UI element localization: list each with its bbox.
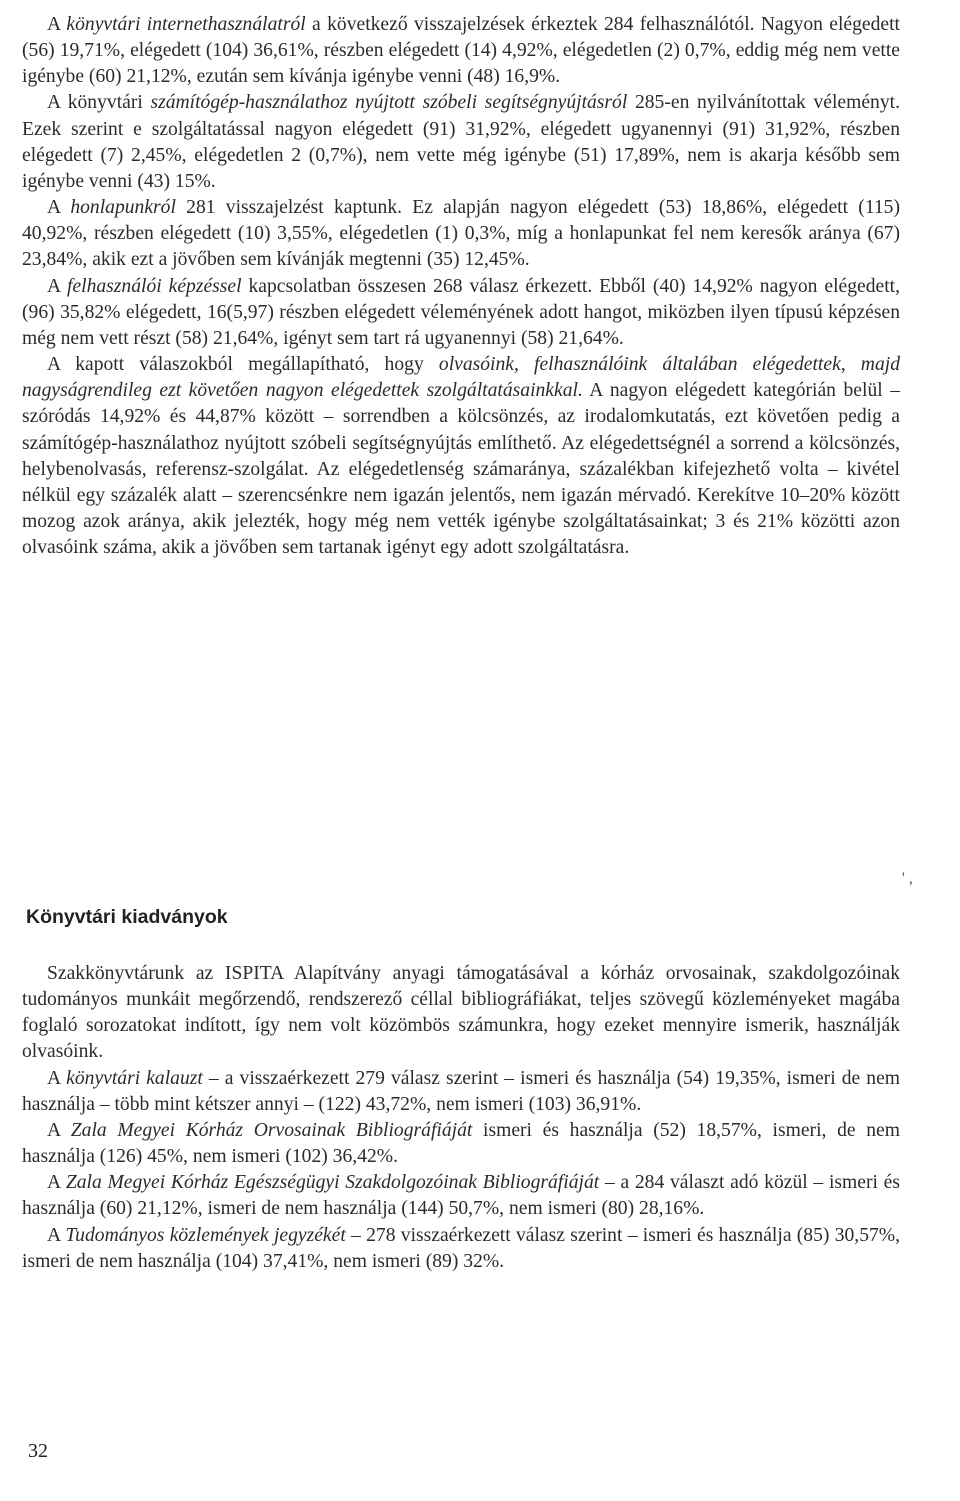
italic-term: felhasználói képzéssel — [67, 275, 242, 297]
paragraph-computer-help — [22, 90, 900, 195]
text-run: a következő visszajelzések érkeztek 284 felhasználótól. Nagyon elégedett (56) 19,71%, elégedett (104) 36,61%, részben elégedett (14) 4,92%, elégedetlen (2) 0,7%, eddig még nem vette igénybe (60) 21,12%, ezután sem kívánja igénybe venni (48) 16,9%. — [22, 14, 900, 88]
paragraph-homepage — [22, 195, 900, 273]
paragraph-staff-bibliography — [22, 1170, 900, 1222]
italic-term: Zala Megyei Kórház Egészségügyi Szakdolgozóinak Bibliográfiáját — [65, 1172, 600, 1194]
italic-term: Zala Megyei Kórház Orvosainak Bibliográfiáját — [70, 1119, 473, 1141]
italic-term: Tudományos közlemények jegyzékét — [65, 1224, 346, 1246]
body-text-top — [22, 12, 900, 561]
text-run: A kapott válaszokból megállapítható, hogy — [47, 354, 439, 376]
page-number: 32 — [28, 1440, 48, 1462]
text-run: A — [47, 197, 71, 219]
paragraph-publications-list — [22, 1223, 900, 1275]
text-run: kapcsolatban összesen 268 válasz érkezett. Ebből (40) 14,92% nagyon elégedett, (96) 35,82% elégedett, 16(5,97) részben elégedett véleményének adott hangot, miközben ilyen típusú képzésen még nem vett részt (58) 21,64%, igényt sem tart rá ugyanennyi (58) 21,64%. — [22, 275, 901, 349]
italic-term: honlapunkról — [70, 197, 176, 219]
text-run: A könyvtári — [47, 92, 151, 114]
italic-term: olvasóink, felhasználóink általában elégedettek, majd nagyságrendileg ezt követően nagyon elégedettek szolgáltatásainkkal. — [22, 354, 900, 402]
text-run: A — [47, 1119, 71, 1141]
text-run: ismeri és használja (52) 18,57%, ismeri, de nem használja (126) 45%, nem ismeri (102) 36,42%. — [22, 1119, 900, 1168]
text-run: 281 visszajelzést kaptunk. Ez alapján nagyon elégedett (53) 18,86%, elégedett (115) 40,92%, részben elégedett (10) 3,55%, elégedetlen (1) 0,3%, míg a honlapunkat fel nem keresők aránya (67) 23,84%, akik ezt a jövőben sem kívánják megtenni (35) 12,45%. — [22, 197, 901, 271]
section-heading: Könyvtári kiadványok — [26, 906, 228, 928]
stray-marks: ' , — [902, 870, 913, 887]
body-text-bottom — [22, 961, 900, 1275]
text-run: A — [47, 1172, 66, 1194]
paragraph-internet-use — [22, 12, 900, 90]
text-run: A — [47, 1067, 67, 1089]
italic-term: könyvtári internethasználatról — [66, 14, 306, 35]
paragraph-user-training — [22, 274, 900, 352]
text-run: – a visszaérkezett 279 válasz szerint – ismeri és használja (54) 19,35%, ismeri de nem használja – több mint kétszer annyi – (122) 43,72%, nem ismeri (103) 36,91%. — [22, 1067, 901, 1115]
paragraph-summary — [22, 352, 900, 561]
paragraph-publications-intro — [22, 961, 900, 1066]
paragraph-doctors-bibliography — [22, 1118, 900, 1170]
text-run: – a 284 választ adó közül – ismeri és használja (60) 21,12%, ismeri de nem használja (144) 50,7%, nem ismeri (80) 28,16%. — [22, 1172, 900, 1220]
text-run: A — [47, 1224, 66, 1246]
text-run: 285-en nyilvánítottak véleményt. Ezek szerint e szolgáltatással nagyon elégedett (91) 31,92%, elégedett ugyanennyi (91) 31,92%, részben elégedett (7) 2,45%, elégedetlen 2 (0,7%), nem vette még igénybe (51) 17,89%, nem is akarja később sem igénybe venni (43) 15%. — [22, 92, 900, 192]
text-run: – 278 visszaérkezett válasz szerint – ismeri és használja (85) 30,57%, ismeri de nem használja (104) 37,41%, nem ismeri (89) 32%. — [22, 1224, 901, 1272]
text-run: A — [47, 275, 67, 297]
italic-term: könyvtári kalauzt — [66, 1067, 203, 1089]
italic-term: számítógép-használathoz nyújtott szóbeli segítségnyújtásról — [150, 92, 628, 114]
paragraph-library-guide — [22, 1066, 900, 1118]
text-run: Szakkönyvtárunk az ISPITA Alapítvány anyagi támogatásával a kórház orvosainak, szakdolgozóinak tudományos munkáit megőrzendő, rendszerező céllal bibliográfiákat, teljes szövegű közleményeket magába foglaló sorozatokat indított, így nem volt közömbös számunkra, hogy ezeket mennyire ismerik, használják olvasóink. — [22, 963, 900, 1063]
text-run: A nagyon elégedett kategórián belül – szóródás 14,92% és 44,87% között – sorrendben a kölcsönzés, az irodalomkutatás, ezt követően pedig a számítógép-használathoz nyújtott szóbeli segítségnyújtás említhető. Az elégedettségnél a sorrend a kölcsönzés, helybenolvasás, referensz-szolgálat. Az elégedetlenség számaránya, százalékban kifejezhető volta – kivétel nélkül egy százalék alatt – szerencsénkre nem igazán jelentős, nem igazán mérvadó. Kerekítve 10–20% között mozog azok aránya, akik jelezték, hogy még nem vették igénybe szolgáltatásainkat; 3 és 21% közötti azon olvasóink száma, akik a jövőben sem tartanak igényt egy adott szolgáltatásra. — [22, 380, 900, 559]
text-run: A — [47, 14, 67, 35]
